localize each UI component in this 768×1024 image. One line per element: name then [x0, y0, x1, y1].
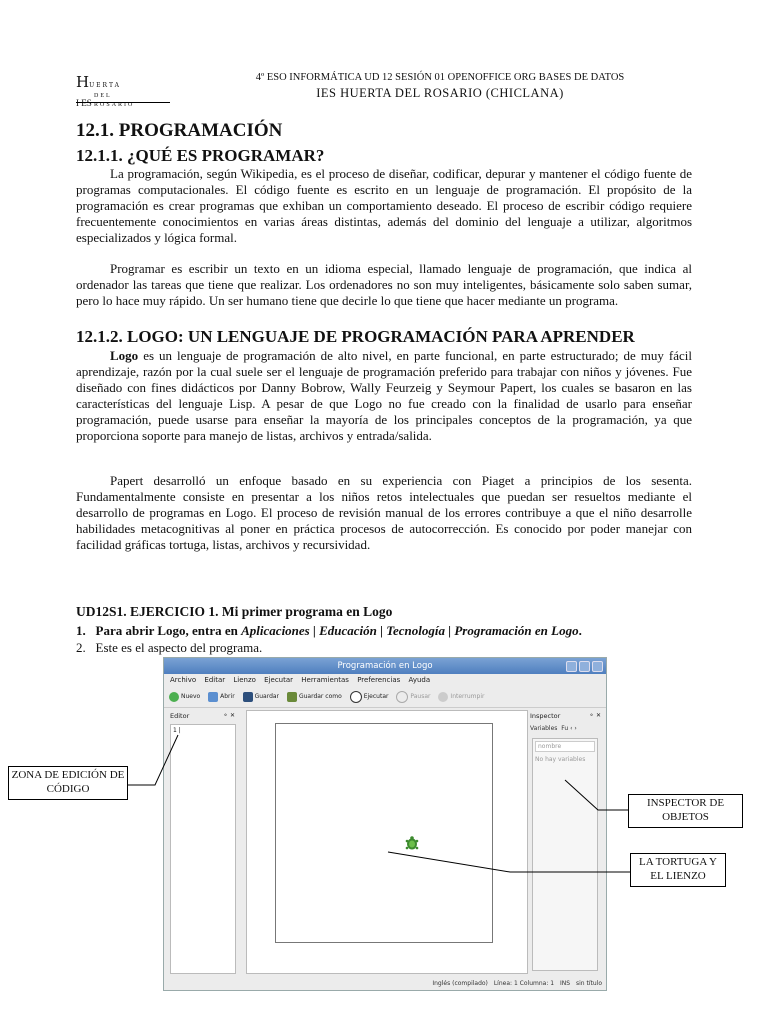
subsection-title-programar: 12.1.1. ¿QUÉ ES PROGRAMAR? — [76, 146, 325, 165]
step-1-end: . — [578, 623, 582, 638]
save-label: Guardar — [254, 693, 280, 700]
paragraph-programar: Programar es escribir un texto en un idioma especial, llamado lenguaje de programación, que indica al ordenador las tareas que tiene que realizar. Los ordenadores no son muy inteligentes, básicamente solo saben sumar, pero lo hace muy rápido. Un ser humano tiene que decirle lo que tiene que hacer mediante un programa. — [76, 261, 692, 308]
logo-text-huerta: UERTA — [89, 82, 121, 89]
status-filename: sin título — [575, 980, 602, 987]
panel-close-icon[interactable]: ⚬ ✕ — [223, 712, 235, 719]
paragraph-programacion: La programación, según Wikipedia, es el proceso de diseñar, codificar, depurar y mantener el código fuente de programas computacionales. El código fuente es escrito en un lenguaje de programación. El propósito de la programación es crear programas que exhiban un comportamiento deseado. El proceso de escribir código requiere frecuentemente conocimientos en varias áreas distintas, además del dominio del lenguaje a utilizar, algoritmos especializados y lógica formal. — [76, 166, 692, 245]
no-variables-text: No hay variables — [535, 756, 586, 763]
menu-herramientas[interactable]: Herramientas — [301, 676, 349, 684]
tab-variables[interactable]: Variables — [530, 725, 558, 732]
exercise-title: UD12S1. EJERCICIO 1. Mi primer programa en Logo — [76, 604, 393, 619]
inspector-callout-line — [565, 780, 628, 810]
callout-object-inspector: INSPECTOR DE OBJETOS — [628, 794, 743, 828]
step-2-number: 2. — [76, 640, 86, 655]
pause-label: Pausar — [410, 693, 431, 700]
menu-lienzo[interactable]: Lienzo — [233, 676, 256, 684]
section-title: 12.1. PROGRAMACIÓN — [76, 120, 283, 141]
header-school-line: IES HUERTA DEL ROSARIO (CHICLANA) — [316, 86, 564, 100]
status-mode: INS — [559, 980, 571, 987]
editor-title: Editor — [170, 712, 190, 720]
step-1-text: Para abrir Logo, entra en — [95, 623, 242, 638]
inspector-close-icon[interactable]: ⚬ ✕ — [589, 712, 601, 719]
logo-text-del: DEL — [94, 93, 112, 99]
header-course-line: 4º ESO INFORMÁTICA UD 12 SESIÓN 01 OPENOFFICE ORG BASES DE DATOS — [255, 72, 625, 83]
save-as-label: Guardar como — [298, 693, 342, 700]
menu-editar[interactable]: Editar — [204, 676, 226, 684]
menu-archivo[interactable]: Archivo — [170, 676, 197, 684]
status-position: Línea: 1 Columna: 1 — [493, 980, 555, 987]
tab-functions[interactable]: Fu — [561, 725, 569, 732]
logo-letter-i: I — [76, 98, 79, 108]
callout-turtle-canvas: LA TORTUGA Y EL LIENZO — [630, 853, 726, 887]
code-editor[interactable]: 1 | — [170, 724, 236, 974]
stop-label: Interrumpir — [450, 693, 485, 700]
run-label: Ejecutar — [363, 693, 389, 700]
callout-editor-zone: ZONA DE EDICIÓN DE CÓDIGO — [8, 766, 128, 800]
app-title: Programación en Logo — [337, 661, 433, 671]
paragraph-logo-text: es un lenguaje de programación de alto nivel, en parte funcional, en parte estructurado; de muy fácil aprendizaje, razón por la cual suele ser el lenguaje de programación preferido para trabajar con niños y jóvenes. Fue diseñado con fines didácticos por Danny Bobrow, Wally Feurzeig y Seymour Papert, los cuales se basaron en las características del lenguaje Lisp. A pesar de que Logo no fue creado con la finalidad de usarlo para enseñar programación, puede usarse para enseñar la mayoría de los principales conceptos de la programación, ya que proporciona soporte para manejo de listas, archivos y entrada/salida. — [76, 348, 692, 443]
logo-bold-term: Logo — [110, 348, 139, 363]
logo-letter-h: H — [76, 73, 90, 91]
logo-text-rosario: ROSARIO — [94, 102, 135, 108]
step-1-path: Aplicaciones | Educación | Tecnología | Programación en Logo — [241, 623, 579, 638]
editor-line-number: 1 — [173, 727, 177, 734]
open-label: Abrir — [220, 693, 235, 700]
step-2-text: Este es el aspecto del programa. — [95, 640, 263, 655]
menu-ejecutar[interactable]: Ejecutar — [264, 676, 294, 684]
inspector-title: Inspector — [530, 712, 561, 720]
status-language: Inglés (compilado) — [432, 980, 488, 987]
logo-text-es: ES — [81, 98, 92, 108]
step-1-number: 1. — [76, 623, 86, 638]
new-label: Nuevo — [181, 693, 201, 700]
inspector-name-field[interactable]: nombre — [535, 741, 595, 752]
editor-callout-line — [128, 735, 178, 785]
menu-ayuda[interactable]: Ayuda — [408, 676, 431, 684]
menu-preferencias[interactable]: Preferencias — [357, 676, 401, 684]
paragraph-papert: Papert desarrolló un enfoque basado en su experiencia con Piaget a principios de los sesenta. Fundamentalmente consiste en presentar a los niños retos intelectuales que puedan ser resueltos mediante el desarrollo de programas en Logo. El proceso de revisión manual de los errores contribuye a que el niño desarrolle habilidades metacognitivas al poner en práctica procesos de autocorrección. Es conocido por poder manejar con facilidad gráficas tortuga, listas, archivos y recursividad. — [76, 473, 692, 552]
subsection-title-logo: 12.1.2. LOGO: UN LENGUAJE DE PROGRAMACIÓN PARA APRENDER — [76, 327, 635, 346]
turtle-callout-line — [388, 852, 630, 872]
inspector-panel: Inspector ⚬ ✕ Variables Fu ‹ › nombre No hay variables — [528, 710, 604, 975]
